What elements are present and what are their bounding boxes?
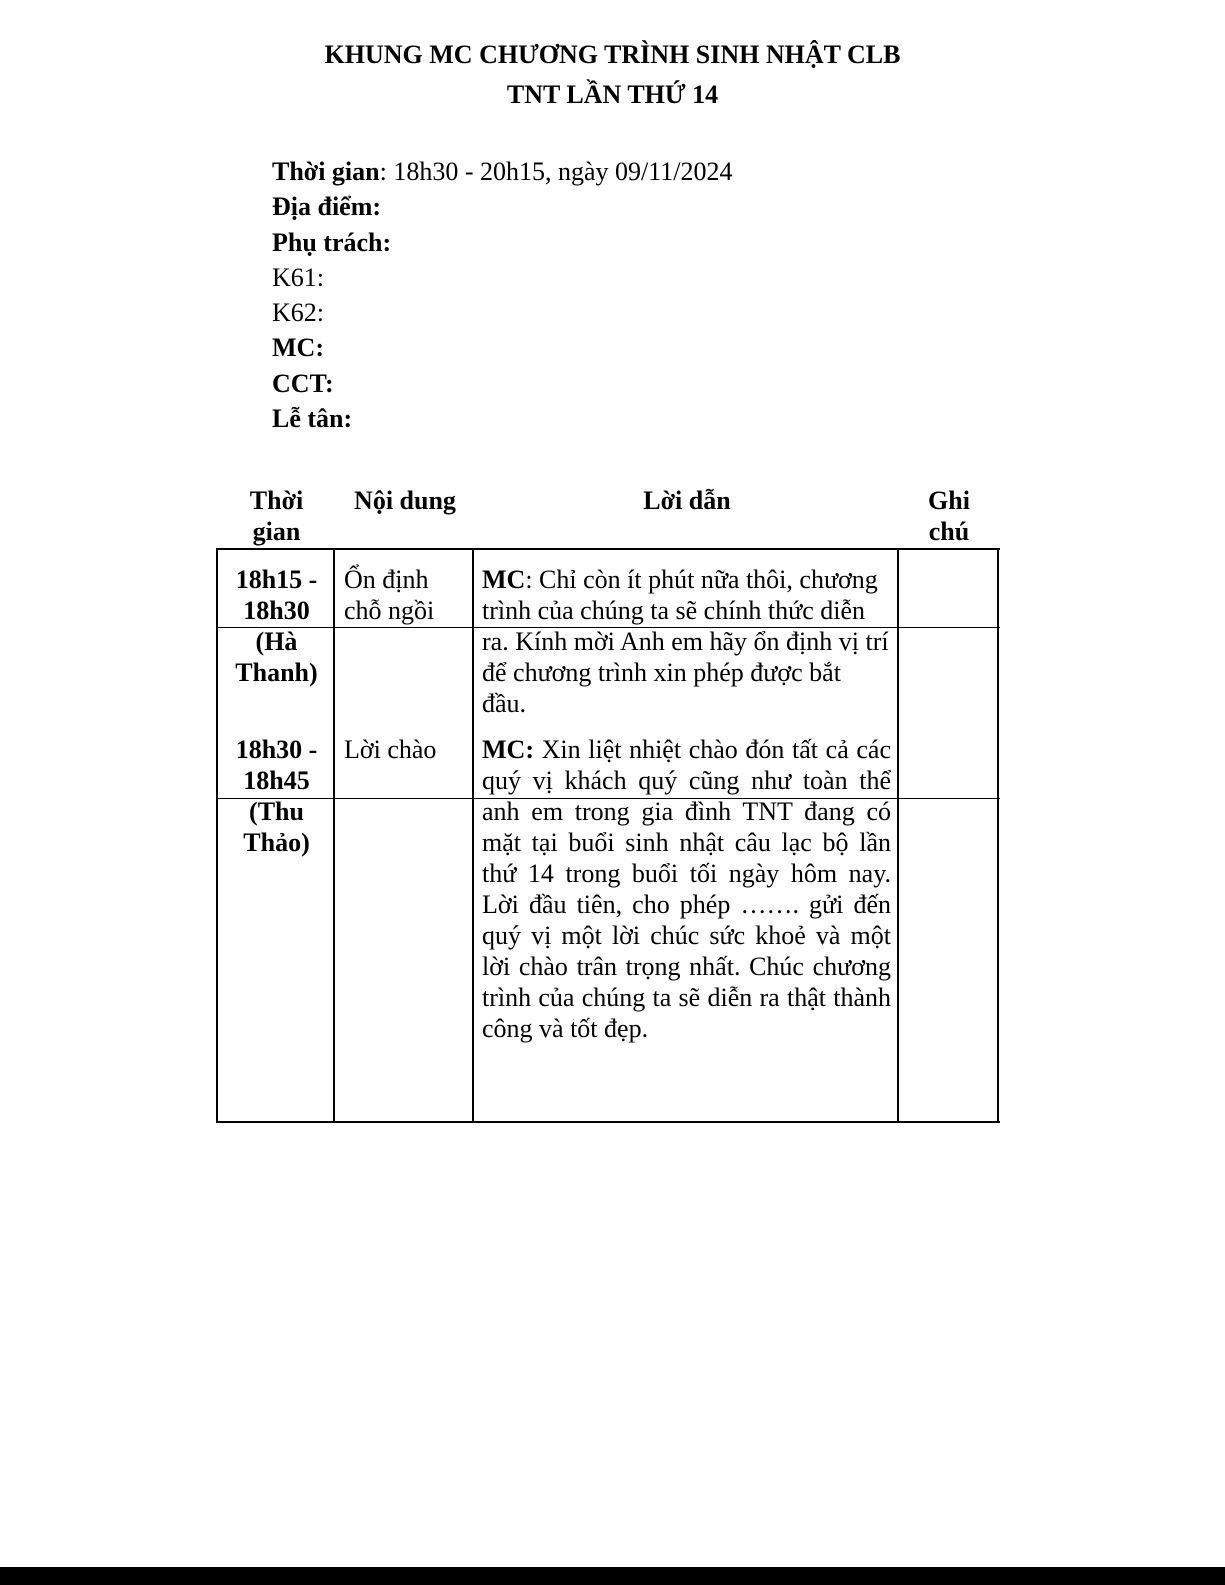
info-mc-label: MC: <box>272 333 324 363</box>
info-cct-label: CCT: <box>272 368 334 398</box>
info-k62: K62: <box>272 298 324 328</box>
row1-speech-text: : Chỉ còn ít phút nữa thôi, chương trình của chúng ta sẽ chính thức diễn ra. Kính mời Anh em hãy ổn định vị trí để chương trình xin phép được bắt đầu. <box>482 565 889 718</box>
header-note <box>900 485 998 547</box>
info-in-charge-label: Phụ trách: <box>272 227 392 257</box>
header-time-line1: Thời <box>249 486 304 515</box>
row2-speaker: MC: <box>482 735 534 764</box>
table-border-right <box>997 548 999 1123</box>
header-time <box>218 485 335 547</box>
table-col-divider <box>897 548 899 1123</box>
row2-time-line1: 18h30 - <box>235 735 318 764</box>
row1-time-line2: 18h30 <box>243 596 310 625</box>
row2-content <box>344 734 469 765</box>
info-time-row <box>272 154 733 189</box>
row2-time-line3: (Thu <box>249 797 304 826</box>
row2-content-line1: Lời chào <box>344 735 437 764</box>
header-note-line2: chú <box>928 517 970 546</box>
info-reception-label: Lễ tân: <box>272 404 353 434</box>
info-k61: K61: <box>272 262 324 292</box>
bottom-bar <box>0 1567 1225 1585</box>
row1-time-line1: 18h15 - <box>235 565 318 594</box>
info-location-label: Địa điểm: <box>272 192 382 222</box>
row1-time <box>218 564 335 688</box>
header-speech: Lời dẫn <box>643 486 731 515</box>
row1-time-line4: Thanh) <box>235 658 318 687</box>
row2-speech-text: Xin liệt nhiệt chào đón tất cả các quý vị khách quý cũng như toàn thể anh em trong gia đình TNT đang có mặt tại buổi sinh nhật câu lạc bộ lần thứ 14 trong buổi tối ngày hôm nay. Lời đầu tiên, cho phép ……. gửi đến quý vị một lời chúc sức khoẻ và một lời chào trân trọng nhất. Chúc chương trình của chúng ta sẽ diễn ra thật thành công và tốt đẹp. <box>482 735 891 1043</box>
row2-speech <box>482 734 891 1044</box>
row1-content-line1: Ổn định <box>344 565 429 594</box>
row1-content <box>344 564 469 626</box>
row2-time <box>218 734 335 858</box>
row1-content-line2: chỗ ngồi <box>344 596 435 625</box>
header-note-line1: Ghi <box>928 486 970 515</box>
header-content: Nội dung <box>354 486 456 515</box>
info-time-label: Thời gian <box>272 157 380 186</box>
document-title-line2: TNT LẦN THỨ 14 <box>506 80 719 109</box>
row1-speaker: MC <box>482 565 526 594</box>
row2-time-line4: Thảo) <box>243 828 310 857</box>
header-time-line2: gian <box>252 517 301 546</box>
document-title-line1: KHUNG MC CHƯƠNG TRÌNH SINH NHẬT CLB <box>324 40 901 69</box>
row1-speech <box>482 564 891 719</box>
row2-time-line2: 18h45 <box>243 766 310 795</box>
event-info <box>272 154 733 436</box>
row1-time-line3: (Hà <box>255 627 298 656</box>
table-col-divider <box>472 548 474 1123</box>
info-time-value: : 18h30 - 20h15, ngày 09/11/2024 <box>379 157 733 186</box>
